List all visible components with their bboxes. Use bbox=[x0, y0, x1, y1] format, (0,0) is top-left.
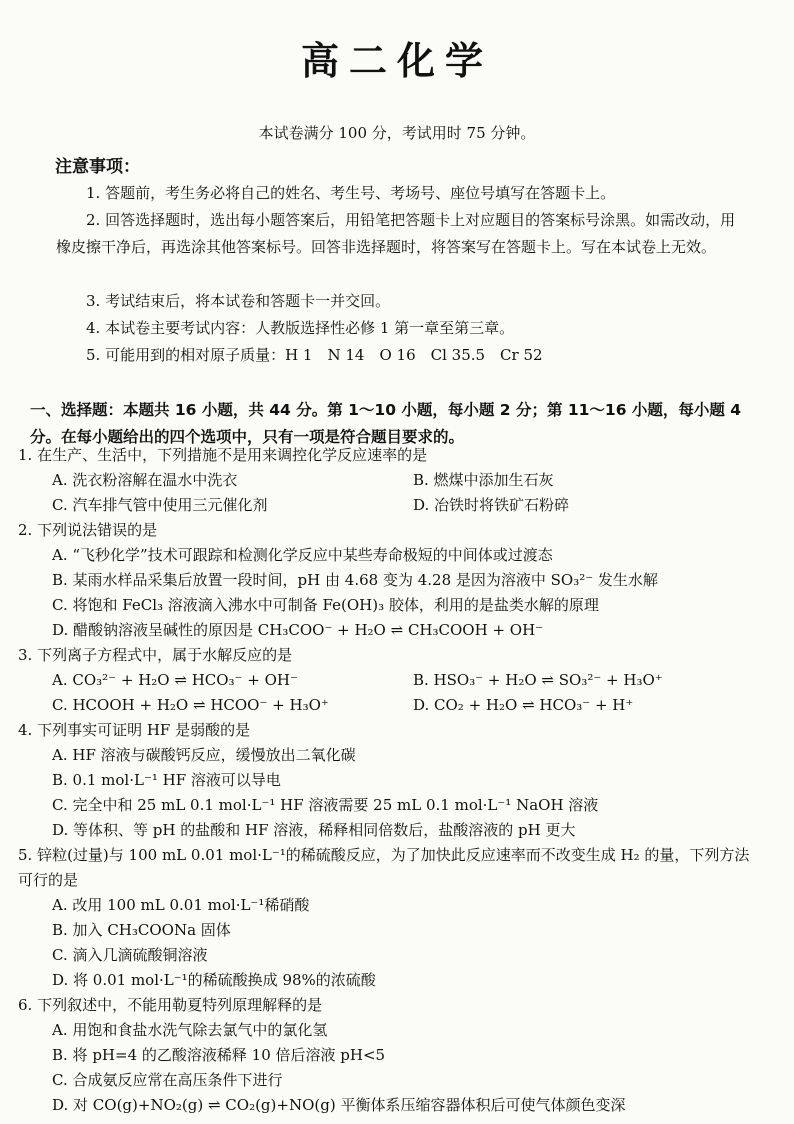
exam-info: 本试卷满分 100 分，考试用时 75 分钟。 bbox=[258, 124, 536, 142]
option-b: B. 加入 CH₃COONa 固体 bbox=[52, 921, 231, 939]
option-c: C. 汽车排气管中使用三元催化剂 bbox=[52, 496, 268, 514]
note-item: 4. 本试卷主要考试内容：人教版选择性必修 1 第一章至第三章。 bbox=[86, 319, 515, 337]
option-a: A. 改用 100 mL 0.01 mol·L⁻¹稀硝酸 bbox=[52, 896, 310, 914]
option-a: A. 用饱和食盐水洗气除去氯气中的氯化氢 bbox=[52, 1021, 328, 1039]
option-a: A. 洗衣粉溶解在温水中洗衣 bbox=[52, 471, 238, 489]
question-stem: 1. 在生产、生活中，下列措施不是用来调控化学反应速率的是 bbox=[18, 446, 428, 464]
question-stem: 6. 下列叙述中，不能用勒夏特列原理解释的是 bbox=[18, 996, 323, 1014]
option-c: C. 合成氨反应常在高压条件下进行 bbox=[52, 1071, 283, 1089]
option-a: A. HF 溶液与碳酸钙反应，缓慢放出二氧化碳 bbox=[52, 746, 356, 764]
note-item: 1. 答题前，考生务必将自己的姓名、考生号、考场号、座位号填写在答题卡上。 bbox=[86, 184, 616, 202]
option-d: D. 冶铁时将铁矿石粉碎 bbox=[413, 496, 570, 514]
option-c: C. HCOOH + H₂O ⇌ HCOO⁻ + H₃O⁺ bbox=[52, 696, 329, 714]
option-d: D. 对 CO(g)+NO₂(g) ⇌ CO₂(g)+NO(g) 平衡体系压缩容器体积后可使气体颜色变深 bbox=[52, 1096, 626, 1114]
option-d: D. 等体积、等 pH 的盐酸和 HF 溶液，稀释相同倍数后，盐酸溶液的 pH 更大 bbox=[52, 821, 576, 839]
option-b: B. 0.1 mol·L⁻¹ HF 溶液可以导电 bbox=[52, 771, 281, 789]
option-b: B. 将 pH=4 的乙酸溶液稀释 10 倍后溶液 pH<5 bbox=[52, 1046, 386, 1064]
option-d: D. CO₂ + H₂O ⇌ HCO₃⁻ + H⁺ bbox=[413, 696, 634, 714]
note-item: 2. 回答选择题时，选出每小题答案后，用铅笔把答题卡上对应题目的答案标号涂黑。如需改动，用橡皮擦干净后，再选涂其他答案标号。回答非选择题时，将答案写在答题卡上。写在本试卷上无效。 bbox=[56, 211, 736, 256]
option-c: C. 滴入几滴硫酸铜溶液 bbox=[52, 946, 208, 964]
page-title: 高二化学 bbox=[300, 39, 493, 83]
note-item: 3. 考试结束后，将本试卷和答题卡一并交回。 bbox=[86, 292, 391, 310]
option-d: D. 将 0.01 mol·L⁻¹的稀硫酸换成 98%的浓硫酸 bbox=[52, 971, 376, 989]
option-d: D. 醋酸钠溶液呈碱性的原因是 CH₃COO⁻ + H₂O ⇌ CH₃COOH + OH⁻ bbox=[52, 621, 544, 639]
option-c: C. 完全中和 25 mL 0.1 mol·L⁻¹ HF 溶液需要 25 mL 0.1 mol·L⁻¹ NaOH 溶液 bbox=[52, 796, 599, 814]
option-b: B. HSO₃⁻ + H₂O ⇌ SO₃²⁻ + H₃O⁺ bbox=[413, 671, 663, 689]
question-stem: 2. 下列说法错误的是 bbox=[18, 521, 158, 539]
note-item: 5. 可能用到的相对原子质量：H 1 N 14 O 16 Cl 35.5 Cr 52 bbox=[86, 346, 543, 364]
notes-heading: 注意事项： bbox=[55, 157, 140, 177]
option-b: B. 燃煤中添加生石灰 bbox=[413, 471, 554, 489]
question-stem: 5. 锌粒(过量)与 100 mL 0.01 mol·L⁻¹的稀硫酸反应，为了加快此反应速率而不改变生成 H₂ 的量，下列方法可行的是 bbox=[18, 846, 750, 889]
option-a: A. CO₃²⁻ + H₂O ⇌ HCO₃⁻ + OH⁻ bbox=[52, 671, 298, 689]
option-a: A. “飞秒化学”技术可跟踪和检测化学反应中某些寿命极短的中间体或过渡态 bbox=[52, 546, 553, 564]
question-stem: 4. 下列事实可证明 HF 是弱酸的是 bbox=[18, 721, 251, 739]
section-heading: 一、选择题：本题共 16 小题，共 44 分。第 1～10 小题，每小题 2 分；第 11～16 小题，每小题 4 分。在每小题给出的四个选项中，只有一项是符合题目要求的。 bbox=[30, 401, 742, 446]
question-stem: 3. 下列离子方程式中，属于水解反应的是 bbox=[18, 646, 293, 664]
option-c: C. 将饱和 FeCl₃ 溶液滴入沸水中可制备 Fe(OH)₃ 胶体，利用的是盐类水解的原理 bbox=[52, 596, 599, 614]
option-b: B. 某雨水样品采集后放置一段时间，pH 由 4.68 变为 4.28 是因为溶液中 SO₃²⁻ 发生水解 bbox=[52, 571, 658, 589]
